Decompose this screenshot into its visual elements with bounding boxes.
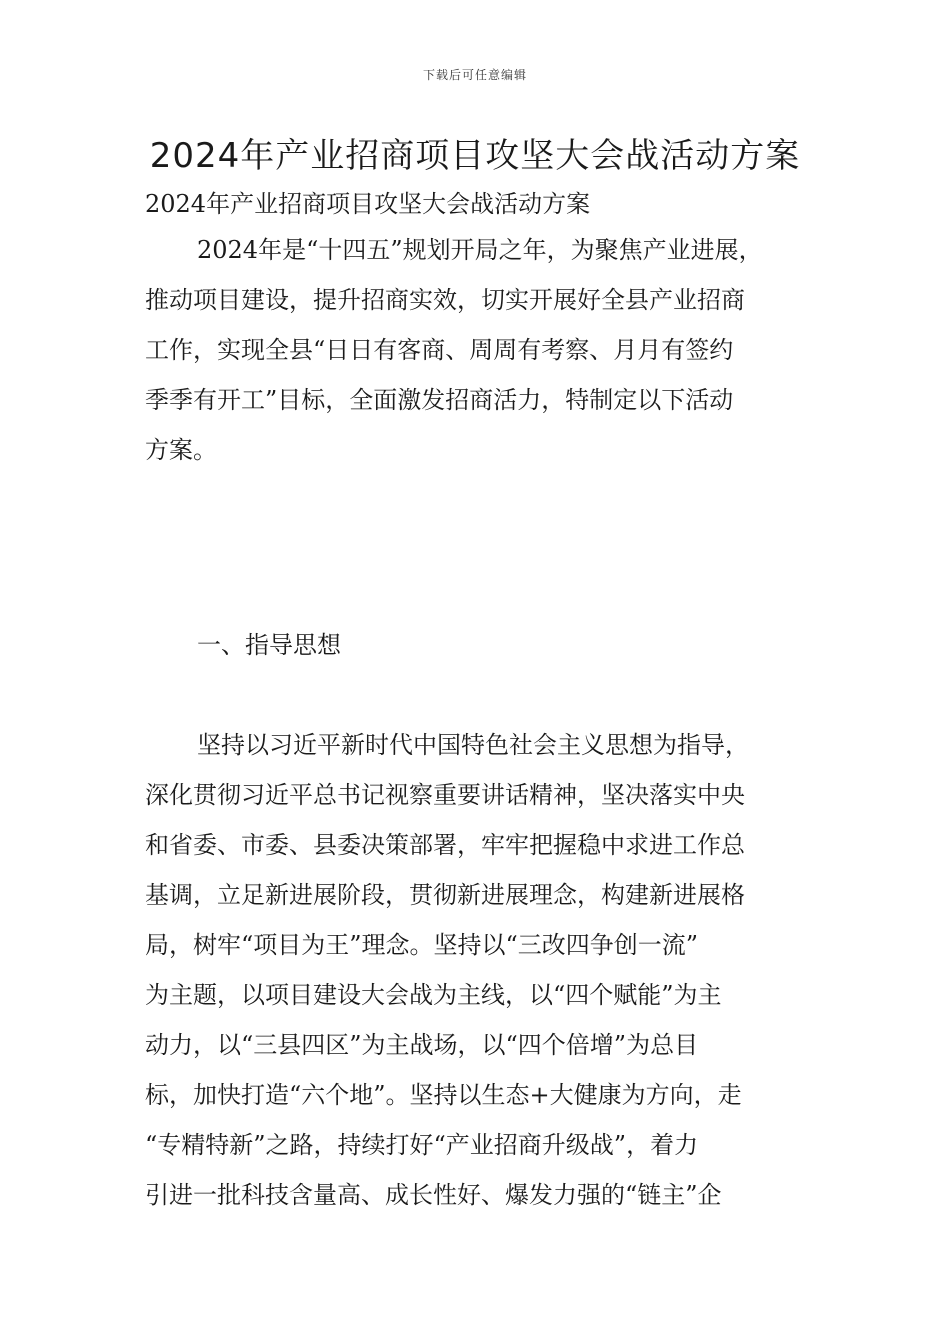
body-line: 为主题，以项目建设大会战为主线，以“四个赋能”为主: [145, 981, 722, 1009]
body-line: 坚持以习近平新时代中国特色社会主义思想为指导，: [197, 731, 749, 759]
body-line: 标，加快打造“六个地”。坚持以生态+大健康为方向，走: [145, 1081, 742, 1109]
section-heading-guiding-ideology: 一、指导思想: [197, 631, 341, 659]
body-line: 动力，以“三县四区”为主战场，以“四个倍增”为总目: [145, 1031, 699, 1059]
intro-line: 推动项目建设，提升招商实效，切实开展好全县产业招商: [145, 286, 745, 314]
header-note: 下载后可任意编辑: [422, 68, 527, 82]
body-line: 深化贯彻习近平总书记视察重要讲话精神，坚决落实中央: [145, 781, 745, 809]
body-line: 和省委、市委、县委决策部署，牢牢把握稳中求进工作总: [145, 831, 745, 859]
document-subtitle: 2024年产业招商项目攻坚大会战活动方案: [145, 190, 591, 218]
guiding-ideology-paragraph: [145, 720, 825, 1220]
intro-line: 工作，实现全县“日日有客商、周周有考察、月月有签约: [145, 336, 734, 364]
intro-line: 2024年是“十四五”规划开局之年，为聚焦产业进展，: [197, 236, 763, 264]
body-line: “专精特新”之路，持续打好“产业招商升级战”，着力: [145, 1131, 699, 1159]
intro-paragraph: [145, 225, 825, 475]
body-line: 基调，立足新进展阶段，贯彻新进展理念，构建新进展格: [145, 881, 745, 909]
intro-line: 方案。: [145, 436, 217, 464]
intro-line: 季季有开工”目标，全面激发招商活力，特制定以下活动: [145, 386, 734, 414]
body-line: 引进一批科技含量高、成长性好、爆发力强的“链主”企: [145, 1181, 722, 1209]
document-title: 2024年产业招商项目攻坚大会战活动方案: [149, 136, 801, 176]
body-line: 局，树牢“项目为王”理念。坚持以“三改四争创一流”: [145, 931, 699, 959]
